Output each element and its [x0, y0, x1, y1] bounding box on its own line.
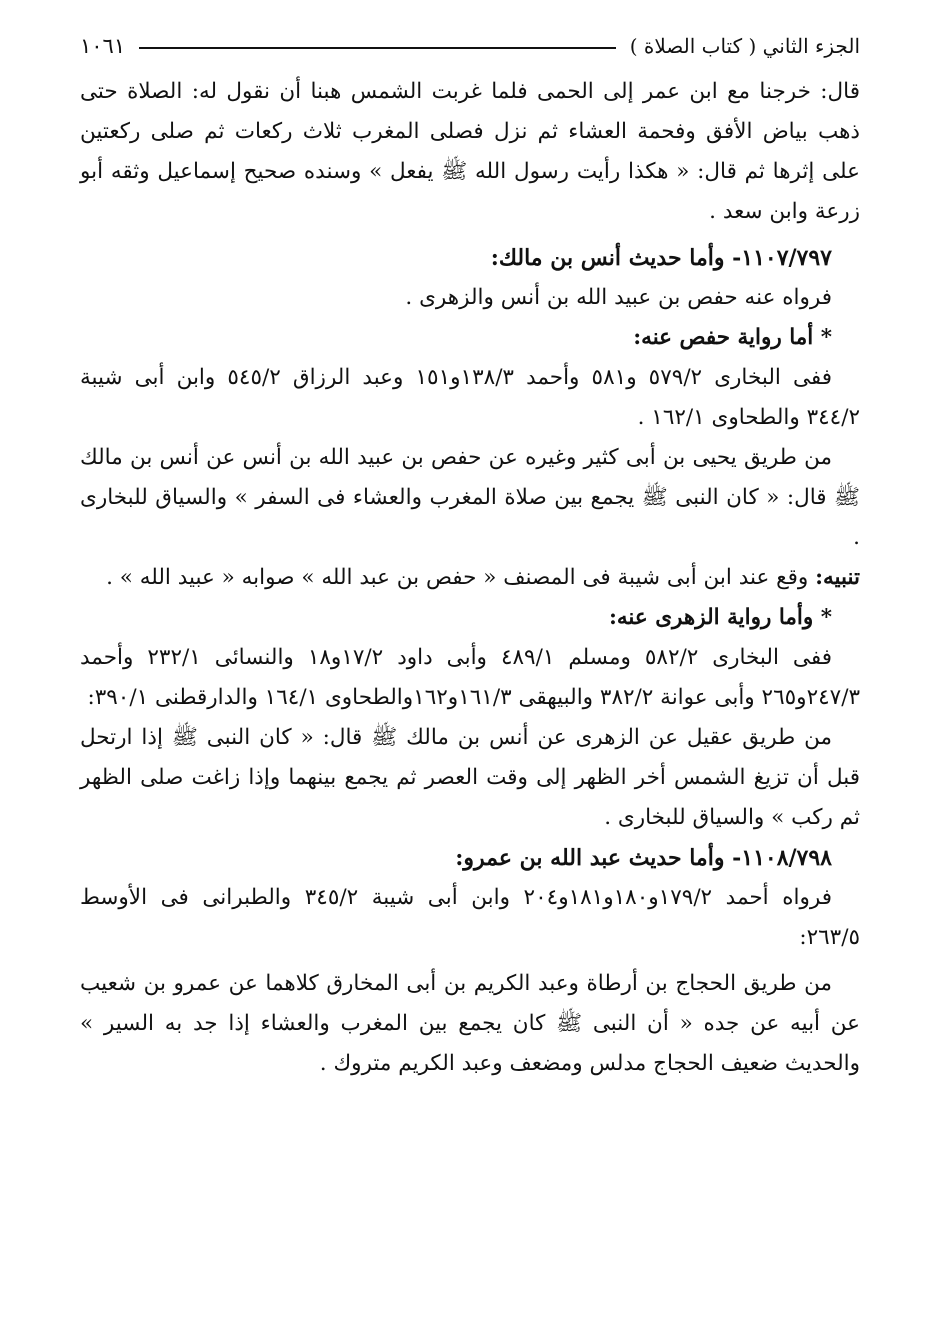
paragraph-sources-abdullah: فرواه أحمد ١٧٩/٢و١٨٠و١٨١و٢٠٤ وابن أبى شيبة ٣٤٥/٢ والطبرانى فى الأوسط ٢٦٣/٥:	[80, 885, 860, 950]
paragraph-text-hafs: من طريق يحيى بن أبى كثير وغيره عن حفص بن عبيد الله بن أنس عن أنس بن مالك ﷺ قال: « كان النبى ﷺ يجمع بين صلاة المغرب والعشاء فى السفر » والسياق للبخارى .	[80, 445, 860, 550]
paragraph-text-abdullah: من طريق الحجاج بن أرطاة وعبد الكريم بن أبى المخارق كلاهما عن عمرو بن شعيب عن أبيه عن جده « أن النبى ﷺ كان يجمع بين المغرب والعشاء إذا جد به السير » والحديث ضعيف الحجاج مدلس ومضعف وعبد الكريم متروك .	[80, 971, 860, 1076]
paragraph-note	[80, 558, 860, 598]
note-label: تنبيه:	[815, 565, 860, 590]
paragraph-text-zuhri: من طريق عقيل عن الزهرى عن أنس بن مالك ﷺ قال: « كان النبى ﷺ إذا ارتحل قبل أن تزيغ الشمس أخر الظهر إلى وقت العصر ثم يجمع بينهما وإذا زاغت صلى الظهر ثم ركب » والسياق للبخارى .	[80, 725, 860, 830]
note-text: وقع عند ابن أبى شيبة فى المصنف « حفص بن عبد الله » صوابه « عبيد الله » .	[106, 565, 816, 590]
running-header	[80, 28, 860, 64]
paragraph-narrators-anas: فرواه عنه حفص بن عبيد الله بن أنس والزهرى .	[405, 285, 832, 310]
body-text	[80, 72, 860, 1084]
paragraph-sources-hafs: ففى البخارى ٥٧٩/٢ و٥٨١ وأحمد ١٣٨/٣و١٥١ وعبد الرزاق ٥٤٥/٢ وابن أبى شيبة ٣٤٤/٢ والطحاوى ١٦٢/١ .	[80, 365, 860, 430]
page-number: ١٠٦١	[80, 34, 126, 58]
hadith-heading-anas: ١١٠٧/٧٩٧- وأما حديث أنس بن مالك:	[490, 245, 832, 271]
paragraph-sources-zuhri: ففى البخارى ٥٨٢/٢ ومسلم ٤٨٩/١ وأبى داود ١٧/٢و١٨ والنسائى ٢٣٢/١ وأحمد ٢٤٧/٣و٢٦٥ وأبى عوانة ٣٨٢/٢ والبيهقى ١٦١/٣و١٦٢والطحاوى ١٦٤/١ والدارقطنى ٣٩٠/١:	[80, 645, 860, 710]
document-page	[80, 28, 860, 1084]
subheading-zuhri: * وأما رواية الزهرى عنه:	[608, 605, 832, 630]
hadith-heading-abdullah: ١١٠٨/٧٩٨- وأما حديث عبد الله بن عمرو:	[455, 845, 832, 871]
header-rule	[139, 47, 616, 49]
running-title: الجزء الثاني ( كتاب الصلاة )	[629, 34, 860, 58]
paragraph-continuation: قال: خرجنا مع ابن عمر إلى الحمى فلما غربت الشمس هبنا أن نقول له: الصلاة حتى ذهب بياض الأفق وفحمة العشاء ثم نزل فصلى المغرب ثلاث ركعات ثم صلى ركعتين على إثرها ثم قال: « هكذا رأيت رسول الله ﷺ يفعل » وسنده صحيح إسماعيل وثقه أبو زرعة وابن سعد .	[80, 79, 860, 224]
subheading-hafs: * أما رواية حفص عنه:	[633, 325, 832, 350]
